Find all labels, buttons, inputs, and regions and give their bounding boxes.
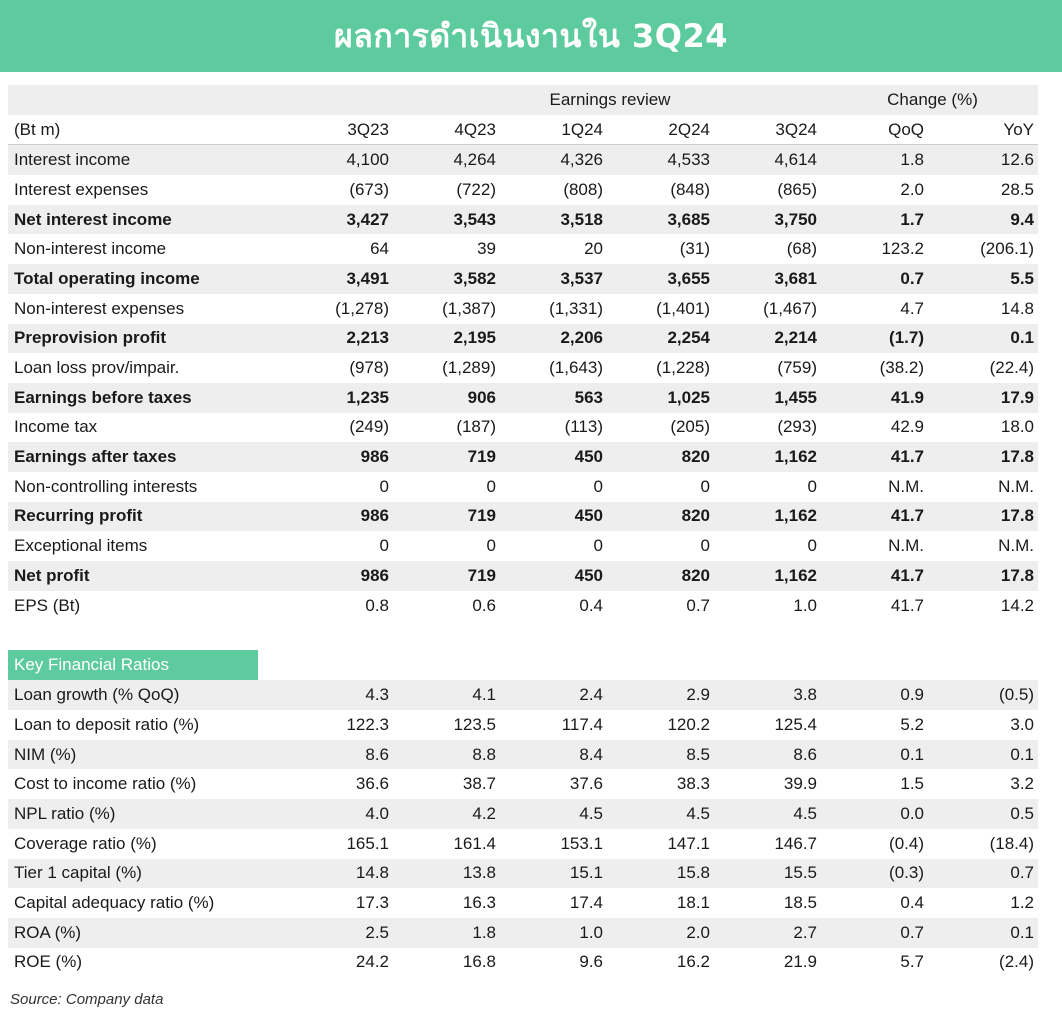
cell-value: 1.2 — [1010, 893, 1034, 913]
row-label: EPS (Bt) — [14, 595, 81, 615]
cell-value: 15.8 — [607, 859, 714, 889]
cell-value: 3,537 — [500, 264, 607, 294]
row-label: Tier 1 capital (%) — [8, 859, 258, 889]
cell-value: 3,685 — [607, 205, 714, 235]
cell-value: N.M. — [888, 476, 924, 496]
cell-value: 122.3 — [346, 714, 389, 734]
cell-value: 820 — [607, 561, 714, 591]
earnings-row — [8, 531, 1038, 561]
cell-value: N.M. — [998, 476, 1034, 496]
cell-value: 2,195 — [393, 324, 500, 354]
column-header: QoQ — [821, 115, 928, 145]
cell-value: 17.4 — [569, 893, 603, 913]
cell-value: 719 — [393, 502, 500, 532]
cell-value: 3.8 — [714, 680, 821, 710]
cell-value: (1,331) — [549, 298, 603, 318]
cell-value: 3,681 — [714, 264, 821, 294]
cell-value: (249) — [349, 417, 389, 437]
row-label: Exceptional items — [14, 536, 148, 556]
cell-value: 2.7 — [714, 918, 821, 948]
cell-value: 3,427 — [258, 205, 393, 235]
earnings-row — [8, 175, 1038, 205]
cell-value: 1.8 — [393, 918, 500, 948]
cell-value: (1,228) — [656, 358, 710, 378]
cell-value: N.M. — [888, 536, 924, 556]
cell-value: 20 — [584, 239, 603, 259]
cell-value: 2,214 — [714, 324, 821, 354]
cell-value: (0.4) — [889, 833, 924, 853]
cell-value: 0.9 — [821, 680, 928, 710]
cell-value: 986 — [258, 561, 393, 591]
earnings-row — [8, 502, 1038, 532]
cell-value: 12.6 — [928, 145, 1038, 175]
cell-value: 3,655 — [607, 264, 714, 294]
spacer-cell — [8, 620, 1038, 650]
cell-value: 5.7 — [900, 952, 924, 972]
cell-value: 0 — [593, 476, 603, 496]
cell-value: 28.5 — [1000, 179, 1034, 199]
cell-value: 123.2 — [881, 239, 924, 259]
earnings-table — [8, 85, 1038, 977]
cell-value: (38.2) — [879, 358, 924, 378]
row-label: NPL ratio (%) — [8, 799, 258, 829]
section-blank — [258, 650, 1038, 680]
cell-value: 39.9 — [783, 774, 817, 794]
row-label: ROE (%) — [14, 952, 82, 972]
cell-value: 39 — [477, 239, 496, 259]
row-label: Earnings before taxes — [8, 383, 258, 413]
cell-value: 1.0 — [793, 595, 817, 615]
row-label: Preprovision profit — [8, 324, 258, 354]
ratio-row — [8, 859, 1038, 889]
cell-value: 14.8 — [1000, 298, 1034, 318]
unit-label: (Bt m) — [8, 115, 258, 145]
cell-value: 4.2 — [393, 799, 500, 829]
earnings-row — [8, 442, 1038, 472]
cell-value: 17.9 — [928, 383, 1038, 413]
cell-value: 17.3 — [355, 893, 389, 913]
row-label: Capital adequacy ratio (%) — [14, 893, 215, 913]
group-header-row — [8, 85, 1038, 115]
cell-value: 15.1 — [500, 859, 607, 889]
cell-value: (2.4) — [999, 952, 1034, 972]
cell-value: 0.8 — [365, 595, 389, 615]
cell-value: 2.5 — [258, 918, 393, 948]
column-header: 4Q23 — [393, 115, 500, 145]
cell-value: (1,401) — [656, 298, 710, 318]
cell-value: 4.5 — [714, 799, 821, 829]
cell-value: 0.1 — [928, 324, 1038, 354]
cell-value: (848) — [670, 179, 710, 199]
cell-value: 18.1 — [676, 893, 710, 913]
cell-value: 8.8 — [393, 740, 500, 770]
earnings-row — [8, 234, 1038, 264]
row-label: Interest income — [8, 145, 258, 175]
cell-value: (1,643) — [549, 358, 603, 378]
group-header-blank — [8, 85, 258, 115]
cell-value: 2.0 — [607, 918, 714, 948]
cell-value: 2,254 — [607, 324, 714, 354]
column-header: 2Q24 — [607, 115, 714, 145]
cell-value: 24.2 — [355, 952, 389, 972]
cell-value: 1,162 — [714, 502, 821, 532]
cell-value: 36.6 — [355, 774, 389, 794]
cell-value: 4,326 — [500, 145, 607, 175]
earnings-row — [8, 324, 1038, 354]
cell-value: 8.5 — [607, 740, 714, 770]
column-header: 1Q24 — [500, 115, 607, 145]
cell-value: (68) — [786, 239, 817, 259]
cell-value: (0.5) — [928, 680, 1038, 710]
cell-value: 8.4 — [500, 740, 607, 770]
cell-value: 0 — [486, 536, 496, 556]
row-label: Loan growth (% QoQ) — [8, 680, 258, 710]
cell-value: 5.2 — [900, 714, 924, 734]
cell-value: 0 — [379, 476, 389, 496]
cell-value: 0.4 — [900, 893, 924, 913]
cell-value: 4,100 — [258, 145, 393, 175]
cell-value: 986 — [258, 442, 393, 472]
earnings-row — [8, 353, 1038, 383]
row-label: Non-controlling interests — [14, 476, 198, 496]
row-label: Net profit — [8, 561, 258, 591]
earnings-row — [8, 383, 1038, 413]
cell-value: 3,491 — [258, 264, 393, 294]
cell-value: 450 — [500, 561, 607, 591]
cell-value: (31) — [679, 239, 710, 259]
cell-value: 15.5 — [714, 859, 821, 889]
cell-value: 719 — [393, 561, 500, 591]
cell-value: 3,750 — [714, 205, 821, 235]
cell-value: 986 — [258, 502, 393, 532]
earnings-row — [8, 413, 1038, 443]
cell-value: 1,455 — [714, 383, 821, 413]
cell-value: 4.0 — [258, 799, 393, 829]
cell-value: 1.7 — [821, 205, 928, 235]
cell-value: 0.1 — [928, 918, 1038, 948]
row-label: Loan to deposit ratio (%) — [14, 714, 200, 734]
cell-value: 2,206 — [500, 324, 607, 354]
earnings-row — [8, 591, 1038, 621]
earnings-row — [8, 472, 1038, 502]
row-label: Recurring profit — [8, 502, 258, 532]
cell-value: 3.2 — [1010, 774, 1034, 794]
cell-value: 0.1 — [928, 740, 1038, 770]
cell-value: 14.8 — [258, 859, 393, 889]
cell-value: (0.3) — [821, 859, 928, 889]
cell-value: (187) — [456, 417, 496, 437]
cell-value: 16.3 — [462, 893, 496, 913]
ratio-row — [8, 740, 1038, 770]
cell-value: 147.1 — [667, 833, 710, 853]
column-header: YoY — [928, 115, 1038, 145]
earnings-row — [8, 294, 1038, 324]
cell-value: 1.8 — [821, 145, 928, 175]
cell-value: 820 — [607, 442, 714, 472]
cell-value: (113) — [564, 417, 603, 437]
cell-value: (865) — [777, 179, 817, 199]
row-label: ROA (%) — [8, 918, 258, 948]
cell-value: 37.6 — [569, 774, 603, 794]
cell-value: 563 — [500, 383, 607, 413]
cell-value: 8.6 — [714, 740, 821, 770]
cell-value: 1,162 — [714, 561, 821, 591]
cell-value: 17.8 — [928, 442, 1038, 472]
spacer-row — [8, 620, 1038, 650]
column-header-row — [8, 115, 1038, 145]
cell-value: 0.7 — [821, 918, 928, 948]
cell-value: 0.7 — [821, 264, 928, 294]
cell-value: 0 — [700, 536, 710, 556]
earnings-row — [8, 264, 1038, 294]
cell-value: 41.7 — [890, 595, 924, 615]
ratio-row — [8, 888, 1038, 918]
cell-value: 4.5 — [500, 799, 607, 829]
ratio-row — [8, 769, 1038, 799]
ratio-row — [8, 680, 1038, 710]
cell-value: 16.8 — [462, 952, 496, 972]
row-label: Income tax — [14, 417, 98, 437]
group-header-earnings — [258, 85, 393, 115]
cell-value: (759) — [777, 358, 817, 378]
row-label: Coverage ratio (%) — [14, 833, 157, 853]
cell-value: (1,289) — [442, 358, 496, 378]
row-label: Total operating income — [8, 264, 258, 294]
cell-value: 2.9 — [607, 680, 714, 710]
cell-value: 38.3 — [676, 774, 710, 794]
cell-value: 1.0 — [500, 918, 607, 948]
cell-value: 4.1 — [393, 680, 500, 710]
cell-value: 21.9 — [783, 952, 817, 972]
cell-value: (206.1) — [980, 239, 1034, 259]
cell-value: (673) — [349, 179, 389, 199]
cell-value: 0.4 — [579, 595, 603, 615]
cell-value: 0.6 — [472, 595, 496, 615]
cell-value: 0.7 — [928, 859, 1038, 889]
cell-value: 719 — [393, 442, 500, 472]
cell-value: (1,278) — [335, 298, 389, 318]
cell-value: 4.7 — [900, 298, 924, 318]
cell-value: 117.4 — [561, 714, 603, 734]
cell-value: 9.6 — [579, 952, 603, 972]
cell-value: (205) — [670, 417, 710, 437]
change-header: Change (%) — [821, 85, 1038, 115]
cell-value: 0 — [807, 536, 817, 556]
cell-value: 120.2 — [667, 714, 710, 734]
cell-value: 1.5 — [900, 774, 924, 794]
cell-value: 820 — [607, 502, 714, 532]
row-label: Interest expenses — [14, 179, 149, 199]
earnings-row — [8, 561, 1038, 591]
cell-value: 906 — [393, 383, 500, 413]
cell-value: 4.5 — [607, 799, 714, 829]
cell-value: (1.7) — [821, 324, 928, 354]
cell-value: 4,264 — [393, 145, 500, 175]
cell-value: 1,025 — [607, 383, 714, 413]
cell-value: 9.4 — [928, 205, 1038, 235]
cell-value: 8.6 — [258, 740, 393, 770]
cell-value: 14.2 — [1000, 595, 1034, 615]
ratio-row — [8, 799, 1038, 829]
row-label: Loan loss prov/impair. — [14, 358, 180, 378]
cell-value: 450 — [500, 502, 607, 532]
cell-value: 3.0 — [1010, 714, 1034, 734]
row-label: Non-interest income — [14, 239, 167, 259]
source-note: Source: Company data — [10, 991, 164, 1008]
earnings-review-header: Earnings review — [500, 85, 714, 115]
cell-value: 0 — [486, 476, 496, 496]
cell-value: 16.2 — [676, 952, 710, 972]
cell-value: 4.3 — [258, 680, 393, 710]
cell-value: 17.8 — [928, 502, 1038, 532]
group-header-earnings — [393, 85, 500, 115]
cell-value: 41.7 — [821, 561, 928, 591]
cell-value: (22.4) — [989, 358, 1034, 378]
cell-value: 3,518 — [500, 205, 607, 235]
cell-value: (18.4) — [989, 833, 1034, 853]
row-label: NIM (%) — [8, 740, 258, 770]
cell-value: 0.5 — [928, 799, 1038, 829]
row-label: Earnings after taxes — [8, 442, 258, 472]
ratio-row — [8, 829, 1038, 859]
cell-value: 146.7 — [774, 833, 817, 853]
cell-value: 41.9 — [821, 383, 928, 413]
page-title: ผลการดำเนินงานใน 3Q24 — [334, 16, 728, 55]
cell-value: 2,213 — [258, 324, 393, 354]
ratio-row — [8, 710, 1038, 740]
cell-value: 153.1 — [560, 833, 603, 853]
cell-value: 17.8 — [928, 561, 1038, 591]
row-label: Cost to income ratio (%) — [14, 774, 197, 794]
cell-value: 0 — [593, 536, 603, 556]
cell-value: 161.4 — [453, 833, 496, 853]
cell-value: 2.4 — [500, 680, 607, 710]
cell-value: 18.0 — [1000, 417, 1034, 437]
row-label: Net interest income — [8, 205, 258, 235]
ratios-section-title: Key Financial Ratios — [8, 650, 258, 680]
cell-value: 0 — [700, 476, 710, 496]
cell-value: 123.5 — [453, 714, 496, 734]
row-label: Non-interest expenses — [14, 298, 185, 318]
cell-value: (808) — [563, 179, 603, 199]
cell-value: 450 — [500, 442, 607, 472]
column-header: 3Q24 — [714, 115, 821, 145]
cell-value: 4,614 — [714, 145, 821, 175]
cell-value: N.M. — [998, 536, 1034, 556]
cell-value: 0.0 — [821, 799, 928, 829]
cell-value: 41.7 — [821, 442, 928, 472]
cell-value: 3,582 — [393, 264, 500, 294]
cell-value: 13.8 — [393, 859, 500, 889]
column-header: 3Q23 — [258, 115, 393, 145]
cell-value: 125.4 — [774, 714, 817, 734]
cell-value: 18.5 — [783, 893, 817, 913]
cell-value: 1,235 — [258, 383, 393, 413]
cell-value: 38.7 — [462, 774, 496, 794]
cell-value: 42.9 — [890, 417, 924, 437]
ratio-row — [8, 918, 1038, 948]
earnings-row — [8, 145, 1038, 175]
cell-value: (978) — [349, 358, 389, 378]
cell-value: 4,533 — [607, 145, 714, 175]
cell-value: 0.7 — [686, 595, 710, 615]
cell-value: 41.7 — [821, 502, 928, 532]
cell-value: 2.0 — [900, 179, 924, 199]
ratio-row — [8, 948, 1038, 978]
earnings-row — [8, 205, 1038, 235]
cell-value: 64 — [370, 239, 389, 259]
ratios-section-row — [8, 650, 1038, 680]
group-header-blank — [714, 85, 821, 115]
cell-value: (722) — [456, 179, 496, 199]
cell-value: 0 — [807, 476, 817, 496]
title-banner — [0, 0, 1062, 72]
cell-value: 0.1 — [821, 740, 928, 770]
cell-value: (293) — [777, 417, 817, 437]
cell-value: 165.1 — [346, 833, 389, 853]
cell-value: (1,387) — [442, 298, 496, 318]
cell-value: (1,467) — [763, 298, 817, 318]
cell-value: 0 — [379, 536, 389, 556]
cell-value: 3,543 — [393, 205, 500, 235]
cell-value: 5.5 — [928, 264, 1038, 294]
cell-value: 1,162 — [714, 442, 821, 472]
